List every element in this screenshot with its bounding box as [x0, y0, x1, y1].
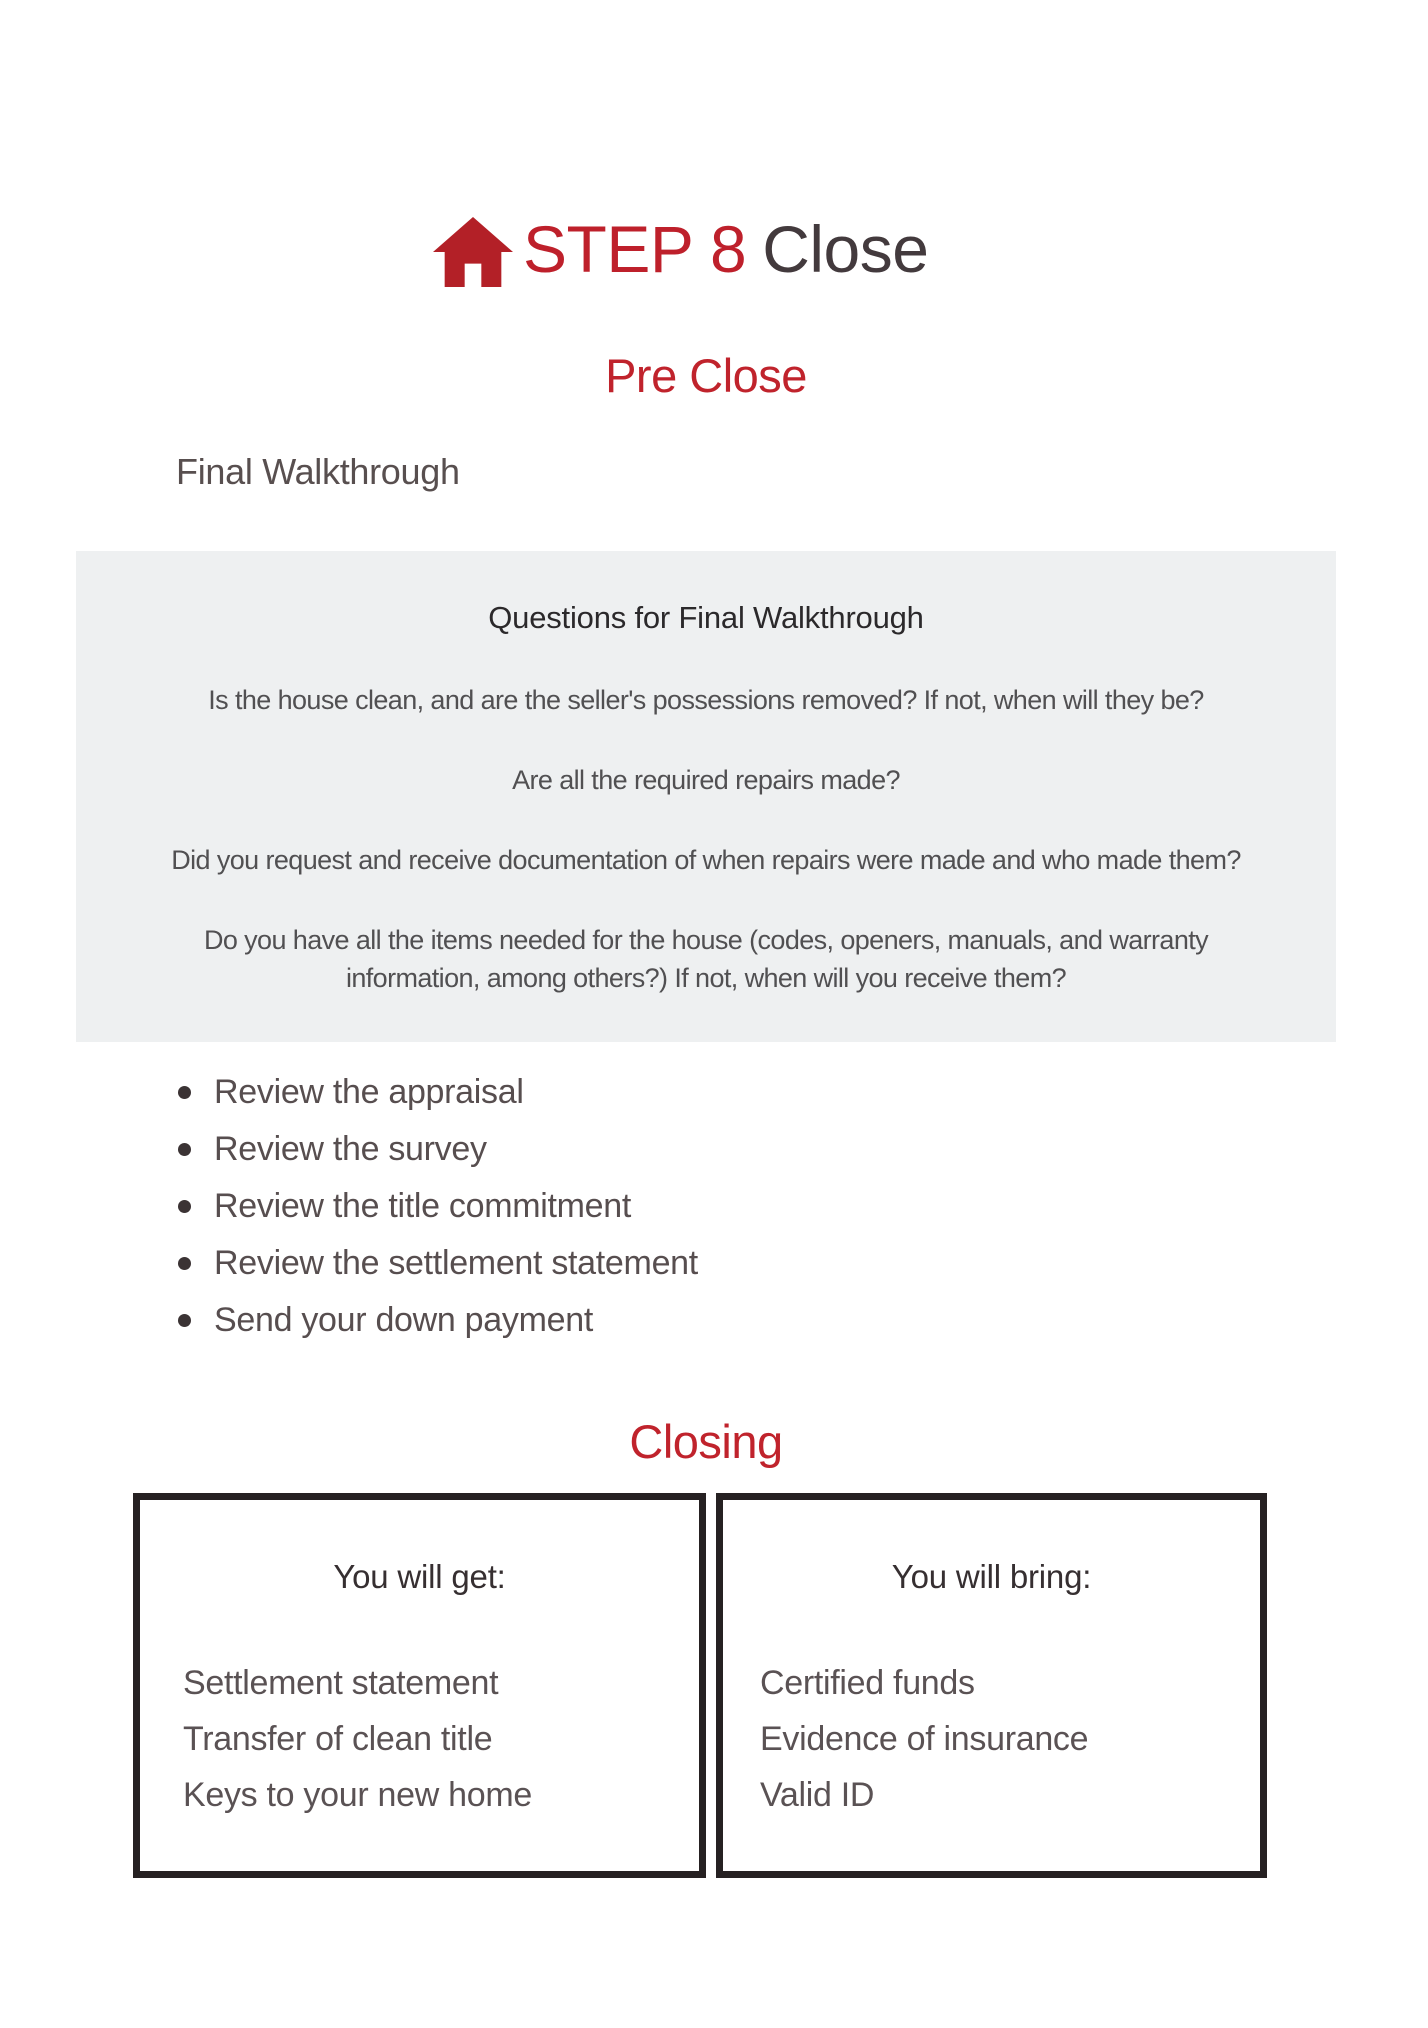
you-will-get-items: [140, 1655, 699, 1823]
question-text: Did you request and receive documentation of when repairs were made and who made them?: [171, 845, 1241, 875]
you-will-bring-item: Evidence of insurance: [760, 1720, 1089, 1758]
you-will-bring-item: Certified funds: [760, 1664, 975, 1702]
you-will-bring-item: Valid ID: [760, 1776, 875, 1814]
pre-close-heading: Pre Close: [605, 349, 807, 402]
you-will-get-item: Keys to your new home: [183, 1776, 532, 1814]
checklist-item: Review the survey: [176, 1121, 698, 1178]
you-will-bring-box: [716, 1493, 1267, 1878]
question-text: Are all the required repairs made?: [512, 765, 900, 795]
questions-list: [76, 681, 1336, 997]
you-will-bring-items: [723, 1655, 1260, 1823]
step-header: [523, 212, 928, 286]
question-text: Do you have all the items needed for the house (codes, openers, manuals, and warranty information, among others?) If not, when will you receive them?: [203, 925, 1209, 993]
questions-box: [76, 551, 1336, 1042]
pre-close-checklist: [176, 1064, 698, 1349]
checklist-item: Review the appraisal: [176, 1064, 698, 1121]
question-text: Is the house clean, and are the seller's possessions removed? If not, when will they be?: [208, 685, 1204, 715]
you-will-get-heading: You will get:: [333, 1558, 506, 1595]
you-will-get-item: Settlement statement: [183, 1664, 499, 1702]
step-title-text: Close: [762, 212, 929, 286]
questions-box-title: Questions for Final Walkthrough: [488, 600, 924, 635]
you-will-bring-heading: You will bring:: [891, 1558, 1092, 1595]
checklist-item: Review the settlement statement: [176, 1235, 698, 1292]
closing-heading: Closing: [629, 1415, 783, 1468]
final-walkthrough-subheading: Final Walkthrough: [176, 451, 460, 492]
you-will-get-item: Transfer of clean title: [183, 1720, 493, 1758]
checklist-item: Send your down payment: [176, 1292, 698, 1349]
step-label: STEP 8: [523, 212, 747, 286]
home-icon: [433, 217, 513, 287]
checklist-item: Review the title commitment: [176, 1178, 698, 1235]
you-will-get-box: [133, 1493, 706, 1878]
